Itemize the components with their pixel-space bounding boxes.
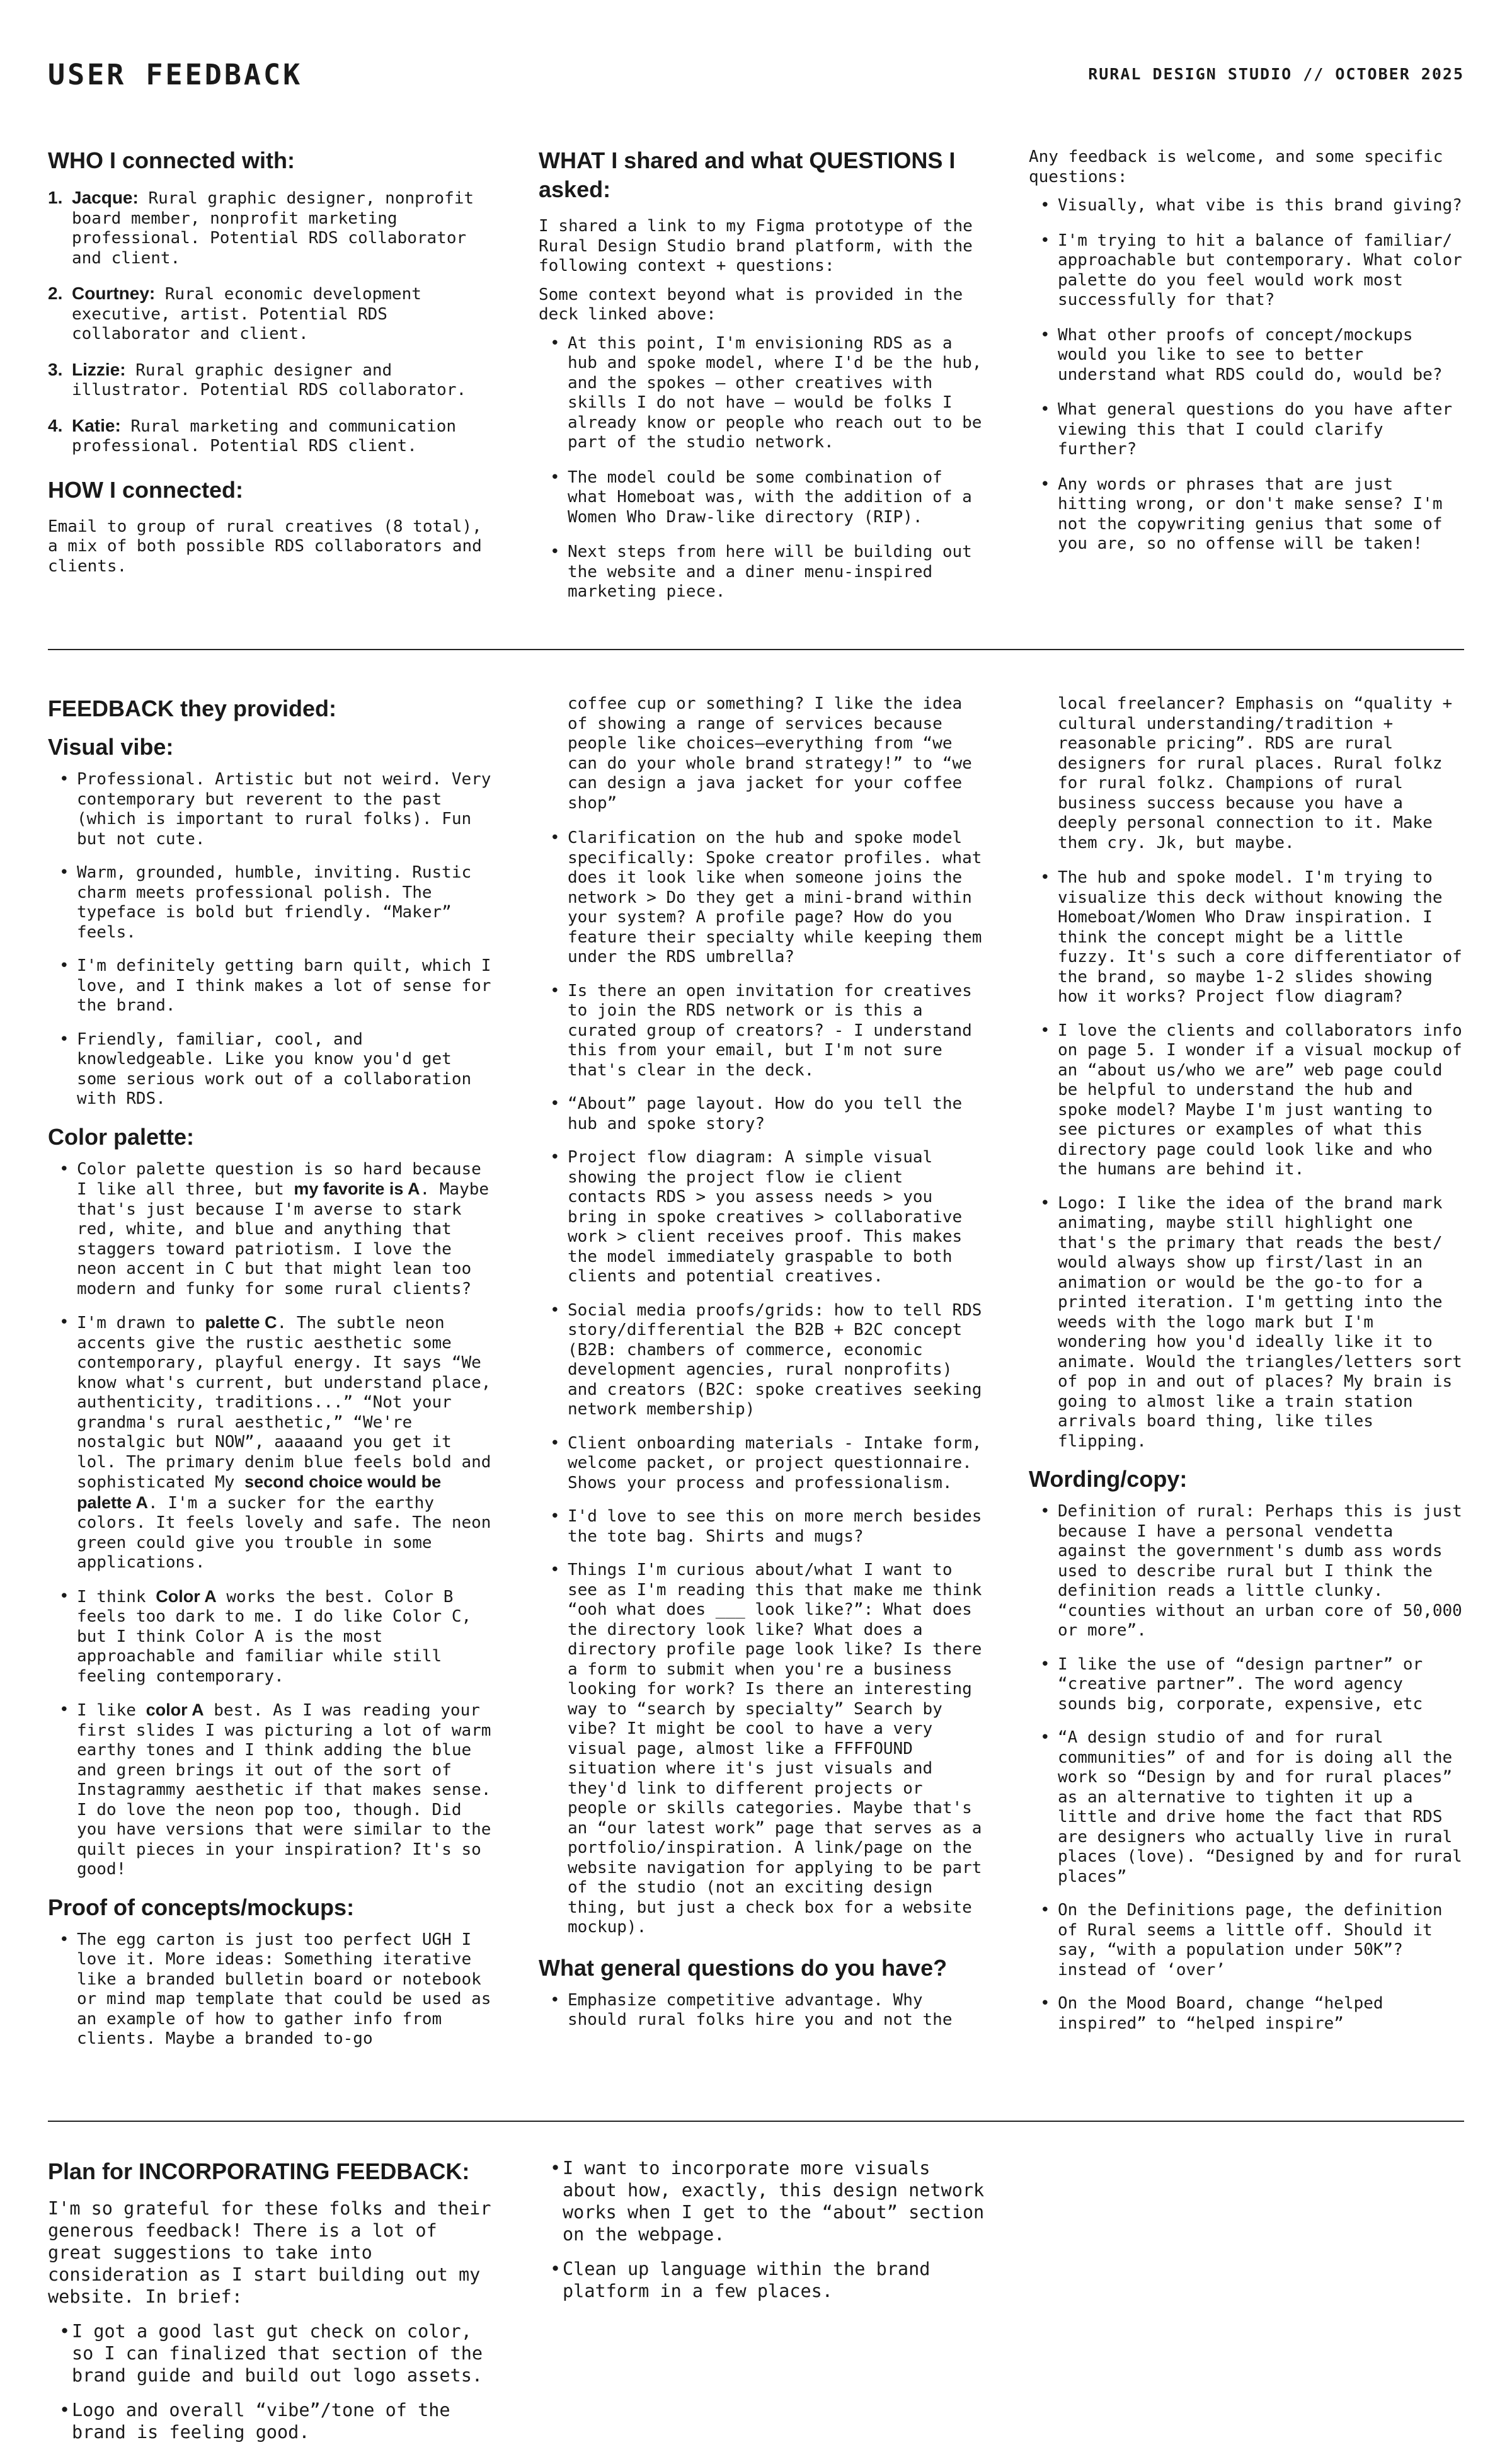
list-item: • Warm, grounded, humble, inviting. Rustic charm meets professional polish. The typeface is bold but friendly. “Maker” feels. (48, 863, 495, 942)
text-run: Color palette question is so hard because I like all three, but (77, 1159, 481, 1199)
list-item-continued: coffee cup or something? I like the idea of showing a range of services because people like choices—everything from “we can do your whole brand strategy!” to “we can design a java jacket for your coffee shop” (568, 694, 972, 813)
list-item: • At this point, I'm envisioning RDS as a hub and spoke model, where I'd be the hub, and the spokes — other creatives with skills I do not have — would be folks I already know or people who reach out to be part of the studio network. (539, 334, 986, 453)
who-heading: WHO I connected with: (48, 147, 295, 173)
text-run: I think (77, 1587, 156, 1606)
questions-list (1029, 196, 1470, 554)
list-item: • Clean up language within the brand platform in a few places. (539, 2258, 986, 2302)
list-item: • What other proofs of concept/mockups would you like to see to better understand what RDS could do, would be? (1029, 326, 1470, 386)
who-section (48, 146, 495, 576)
text-emphasis: my favorite is A (294, 1179, 420, 1198)
color-heading: Color palette: (48, 1123, 195, 1150)
list-item: • Clarification on the hub and spoke model specifically: Spoke creator profiles. what does it look like when someone joins the network > Do they get a mini-brand within your system? A profile page? How do you feature their specialty while keeping them under the RDS umbrella? (539, 828, 986, 968)
text-emphasis: Color A (156, 1586, 217, 1606)
plan-list-left (48, 2320, 495, 2443)
what-list (539, 334, 986, 602)
person-desc: Rural economic development executive, artist. Potential RDS collaborator and client. (72, 285, 421, 343)
feedback-col-2 (539, 694, 986, 2044)
text-emphasis: color A (146, 1700, 204, 1719)
list-item (48, 360, 495, 401)
person-name: Courtney: (72, 284, 156, 303)
feedback-heading: FEEDBACK they provided: (48, 696, 337, 721)
visual-heading: Visual vibe: (48, 734, 174, 760)
page-title: USER FEEDBACK (48, 58, 303, 91)
plan-col-2 (539, 2157, 986, 2317)
list-item: • Any words or phrases that are just hitting wrong, or don't make sense? I'm not the copywriting genius that some of you are, so no offense will be taken! (1029, 475, 1470, 554)
list-item: • Client onboarding materials - Intake form, welcome packet, or project questionnaire. Shows your process and professionalism. (539, 1434, 986, 1494)
list-item: • Is there an open invitation for creatives to join the RDS network or is this a curated group of creators? - I understand this from your email, but I'm not sure that's clear in the deck. (539, 982, 986, 1081)
list-item (48, 284, 495, 345)
general-heading: What general questions do you have? (539, 1954, 948, 1981)
plan-col-1 (48, 2157, 495, 2457)
person-desc: Rural graphic designer and illustrator. Potential RDS collaborator. (72, 360, 467, 399)
general-list-more (1029, 868, 1470, 1452)
list-item: • Friendly, familiar, cool, and knowledgeable. Like you know you'd get some serious work out of a collaboration with RDS. (48, 1030, 495, 1109)
list-number: 4. (48, 415, 63, 435)
list-item: • I like the use of “design partner” or “creative partner”. The word agency sounds big, corporate, expensive, etc (1029, 1655, 1470, 1715)
proof-list-more (539, 828, 986, 1938)
person-desc: Rural graphic designer, nonprofit board member, nonprofit marketing professional. Potential RDS collaborator and client. (72, 189, 474, 268)
divider (48, 2121, 1464, 2122)
feedback-col-1 (48, 694, 495, 2063)
list-item: • On the Mood Board, change “helped inspired” to “helped inspire” (1029, 1994, 1470, 2034)
list-item: • Next steps from here will be building out the website and a diner menu-inspired marketing piece. (539, 542, 986, 602)
text-run: works the best. Color B feels too dark to me. I do like Color C, but I think Color A is the most approachable and familiar while still feeling contemporary. (77, 1587, 472, 1686)
person-name: Lizzie: (72, 359, 126, 379)
list-item (48, 1313, 495, 1573)
list-item (48, 416, 495, 457)
list-item: • “About” page layout. How do you tell the hub and spoke story? (539, 1094, 986, 1134)
list-item: • I'm definitely getting barn quilt, which I love, and I think makes a lot of sense for the brand. (48, 956, 495, 1016)
list-item: • On the Definitions page, the definition of Rural seems a little off. Should it say, “with a population under 50K”? instead of ‘over’ (1029, 1901, 1470, 1980)
plan-list-right (539, 2157, 986, 2302)
visual-list (48, 770, 495, 1109)
list-item: • The model could be some combination of what Homeboat was, with the addition of a Women Who Draw-like directory (RIP). (539, 468, 986, 528)
list-item: • I love the clients and collaborators info on page 5. I wonder if a visual mockup of an “about us/who we are” web page could be helpful to understand the hub and spoke model? Maybe I'm just wanting to see pictures or examples of what this directory page could look like and who the humans are behind it. (1029, 1021, 1470, 1180)
list-item: • Things I'm curious about/what I want to see as I'm reading this that make me think “ooh what does ___ look like?”: What does the directory look like? What does a directory profile page look like? Is there a form to submit when you're a business looking for work? Is there an interesting way to “search by specialty” Search by vibe? It might be cool to have a very visual page, almost like a FFFFOUND situation where it's just visuals and they'd link to different projects or people or skills categories. Maybe that's an “our latest work” page that serves as a portfolio/inspiration. A link/page on the website navigation for applying to be part of the studio (not an exciting design thing, but just a check box for a website mockup). (539, 1561, 986, 1938)
what-context: Some context beyond what is provided in the deck linked above: (539, 285, 963, 324)
text-run: best. As I was reading your first slides I was picturing a lot of warm earthy tones and I think adding the blue and green brings it out of the sort of Instagrammy aesthetic if that makes sense. I do love the neon pop too, though. Did you have versions that were similar to the quilt pieces in your inspiration? It's so good! (77, 1701, 491, 1879)
list-item: • Logo: I like the idea of the brand mark animating, maybe still highlight one that's the primary that reads the best/ would always show up first/last in an animation or would be the go-to for a printed iteration. I'm getting into the weeds with the logo mark but I'm wondering how you'd ideally like it to animate. Would the triangles/letters sort of pop in and out of places? My brain is going to almost like a train station arrivals board thing, like tiles flipping. (1029, 1194, 1470, 1452)
text-emphasis: second choice would be palette A (77, 1472, 442, 1512)
what-heading: WHAT I shared and what QUESTIONS I asked: (539, 147, 956, 202)
list-item: • The hub and spoke model. I'm trying to visualize this deck without knowing the Homeboat/Women Who Draw inspiration. I think the concept might be a little fuzzy. It's such a core differentiator of the brand, so maybe 1-2 slides showing how it works? Project flow diagram? (1029, 868, 1470, 1007)
list-item: • Logo and overall “vibe”/tone of the brand is feeling good. (48, 2399, 495, 2443)
questions-section (1029, 147, 1470, 570)
list-number: 3. (48, 359, 63, 379)
list-item: • I want to incorporate more visuals about how, exactly, this design network works when I get to the “about” section on the webpage. (539, 2157, 986, 2245)
list-item-continued: local freelancer? Emphasis on “quality + cultural understanding/tradition + reasonable pricing”. RDS are rural designers for rural places. Rural folkz for rural folkz. Champions of rural business success because you have a deeply personal connection to it. Make them cry. Jk, but maybe. (1058, 694, 1453, 852)
person-desc: Rural marketing and communication professional. Potential RDS client. (72, 416, 457, 455)
text-run: I'm drawn to (77, 1314, 205, 1332)
list-item: • I got a good last gut check on color, so I can finalized that section of the brand guide and build out logo assets. (48, 2320, 495, 2386)
who-list (48, 188, 495, 457)
list-item: • Emphasize competitive advantage. Why should rural folks hire you and not the (539, 1991, 986, 2030)
list-item: • “A design studio of and for rural communities” of and for is doing all the work so “Design by and for rural places” as an alternative to tighten it up a little and drive home the fact that RDS are designers who actually live in rural places (love). “Designed by and for rural places” (1029, 1728, 1470, 1887)
list-item: • I'd love to see this on more merch besides the tote bag. Shirts and mugs? (539, 1507, 986, 1547)
list-item: • What general questions do you have after viewing this that I could clarify further? (1029, 400, 1470, 460)
person-name: Jacque: (72, 188, 139, 207)
list-item: • Visually, what vibe is this brand giving? (1029, 196, 1470, 216)
feedback-col-3 (1029, 694, 1470, 2048)
text-run: . I'm a sucker for the earthy colors. It feels lovely and safe. The neon green could give you trouble in some applications. (77, 1493, 491, 1572)
how-heading: HOW I connected: (48, 476, 244, 503)
list-item (48, 1587, 495, 1687)
list-item: • Definition of rural: Perhaps this is just because I have a personal vendetta against the government's dumb ass words used to describe rural but I think the definition reads a little clunky. “counties without an urban core of 50,000 or more”. (1029, 1502, 1470, 1641)
plan-intro: I'm so grateful for these folks and their generous feedback! There is a lot of great suggestions to take into consideration as I start building out my website. In brief: (48, 2198, 491, 2307)
what-intro: I shared a link to my Figma prototype of the Rural Design Studio brand platform, with the following context + questions: (539, 217, 973, 275)
divider (48, 649, 1464, 650)
list-number: 1. (48, 188, 63, 207)
person-name: Katie: (72, 415, 121, 435)
page-subtitle: RURAL DESIGN STUDIO // OCTOBER 2025 (1088, 65, 1464, 83)
proof-list (48, 1930, 495, 2049)
list-item: • Professional. Artistic but not weird. Very contemporary but reverent to the past (which is important to rural folks). Fun but not cute. (48, 770, 495, 849)
general-list (539, 1991, 986, 2030)
list-item: • Project flow diagram: A simple visual showing the project flow ie client contacts RDS > you assess needs > you bring in spoke creatives > collaborative work > client receives proof. This makes the model immediately graspable to both clients and potential creatives. (539, 1148, 986, 1287)
plan-heading: Plan for INCORPORATING FEEDBACK: (48, 2158, 470, 2184)
list-item (48, 1700, 495, 1880)
how-text: Email to group of rural creatives (8 total), a mix of both possible RDS collaborators and clients. (48, 517, 482, 576)
proof-heading: Proof of concepts/mockups: (48, 1894, 355, 1920)
list-item: • I'm trying to hit a balance of familiar/ approachable but contemporary. What color palette do you feel would work most successfully for that? (1029, 231, 1470, 311)
text-run: . Maybe that's just because I'm averse to stark red, white, and blue and anything that staggers toward patriotism. I love the neon accent in C but that might lean too modern and funky for some rural clients? (77, 1180, 490, 1298)
list-item (48, 188, 495, 268)
text-run: I like (77, 1701, 146, 1720)
list-item (48, 1160, 495, 1300)
color-list (48, 1160, 495, 1880)
what-section (539, 146, 986, 617)
wording-heading: Wording/copy: (1029, 1466, 1188, 1492)
questions-intro: Any feedback is welcome, and some specific questions: (1029, 147, 1443, 186)
wording-list (1029, 1502, 1470, 2034)
list-item: • Social media proofs/grids: how to tell RDS story/differential the B2B + B2C concept (B2B: chambers of commerce, economic development agencies, rural nonprofits) and creators (B2C: spoke creatives seeking network membership) (539, 1301, 986, 1420)
text-run: . The subtle neon accents give the rustic aesthetic some contemporary, playful energy. It says “We know what's current, but understand place, authenticity, traditions...” “Not your grandma's rural aesthetic,” “We're nostalgic but NOW”, aaaaand you get it lol. The primary denim blue feels bold and sophisticated My (77, 1314, 491, 1492)
list-item: • The egg carton is just too perfect UGH I love it. More ideas: Something iterative like a branded bulletin board or notebook or mind map template that could be used as an example of how to gather info from clients. Maybe a branded to-go (48, 1930, 495, 2049)
text-emphasis: palette C (205, 1313, 277, 1332)
list-number: 2. (48, 284, 63, 303)
